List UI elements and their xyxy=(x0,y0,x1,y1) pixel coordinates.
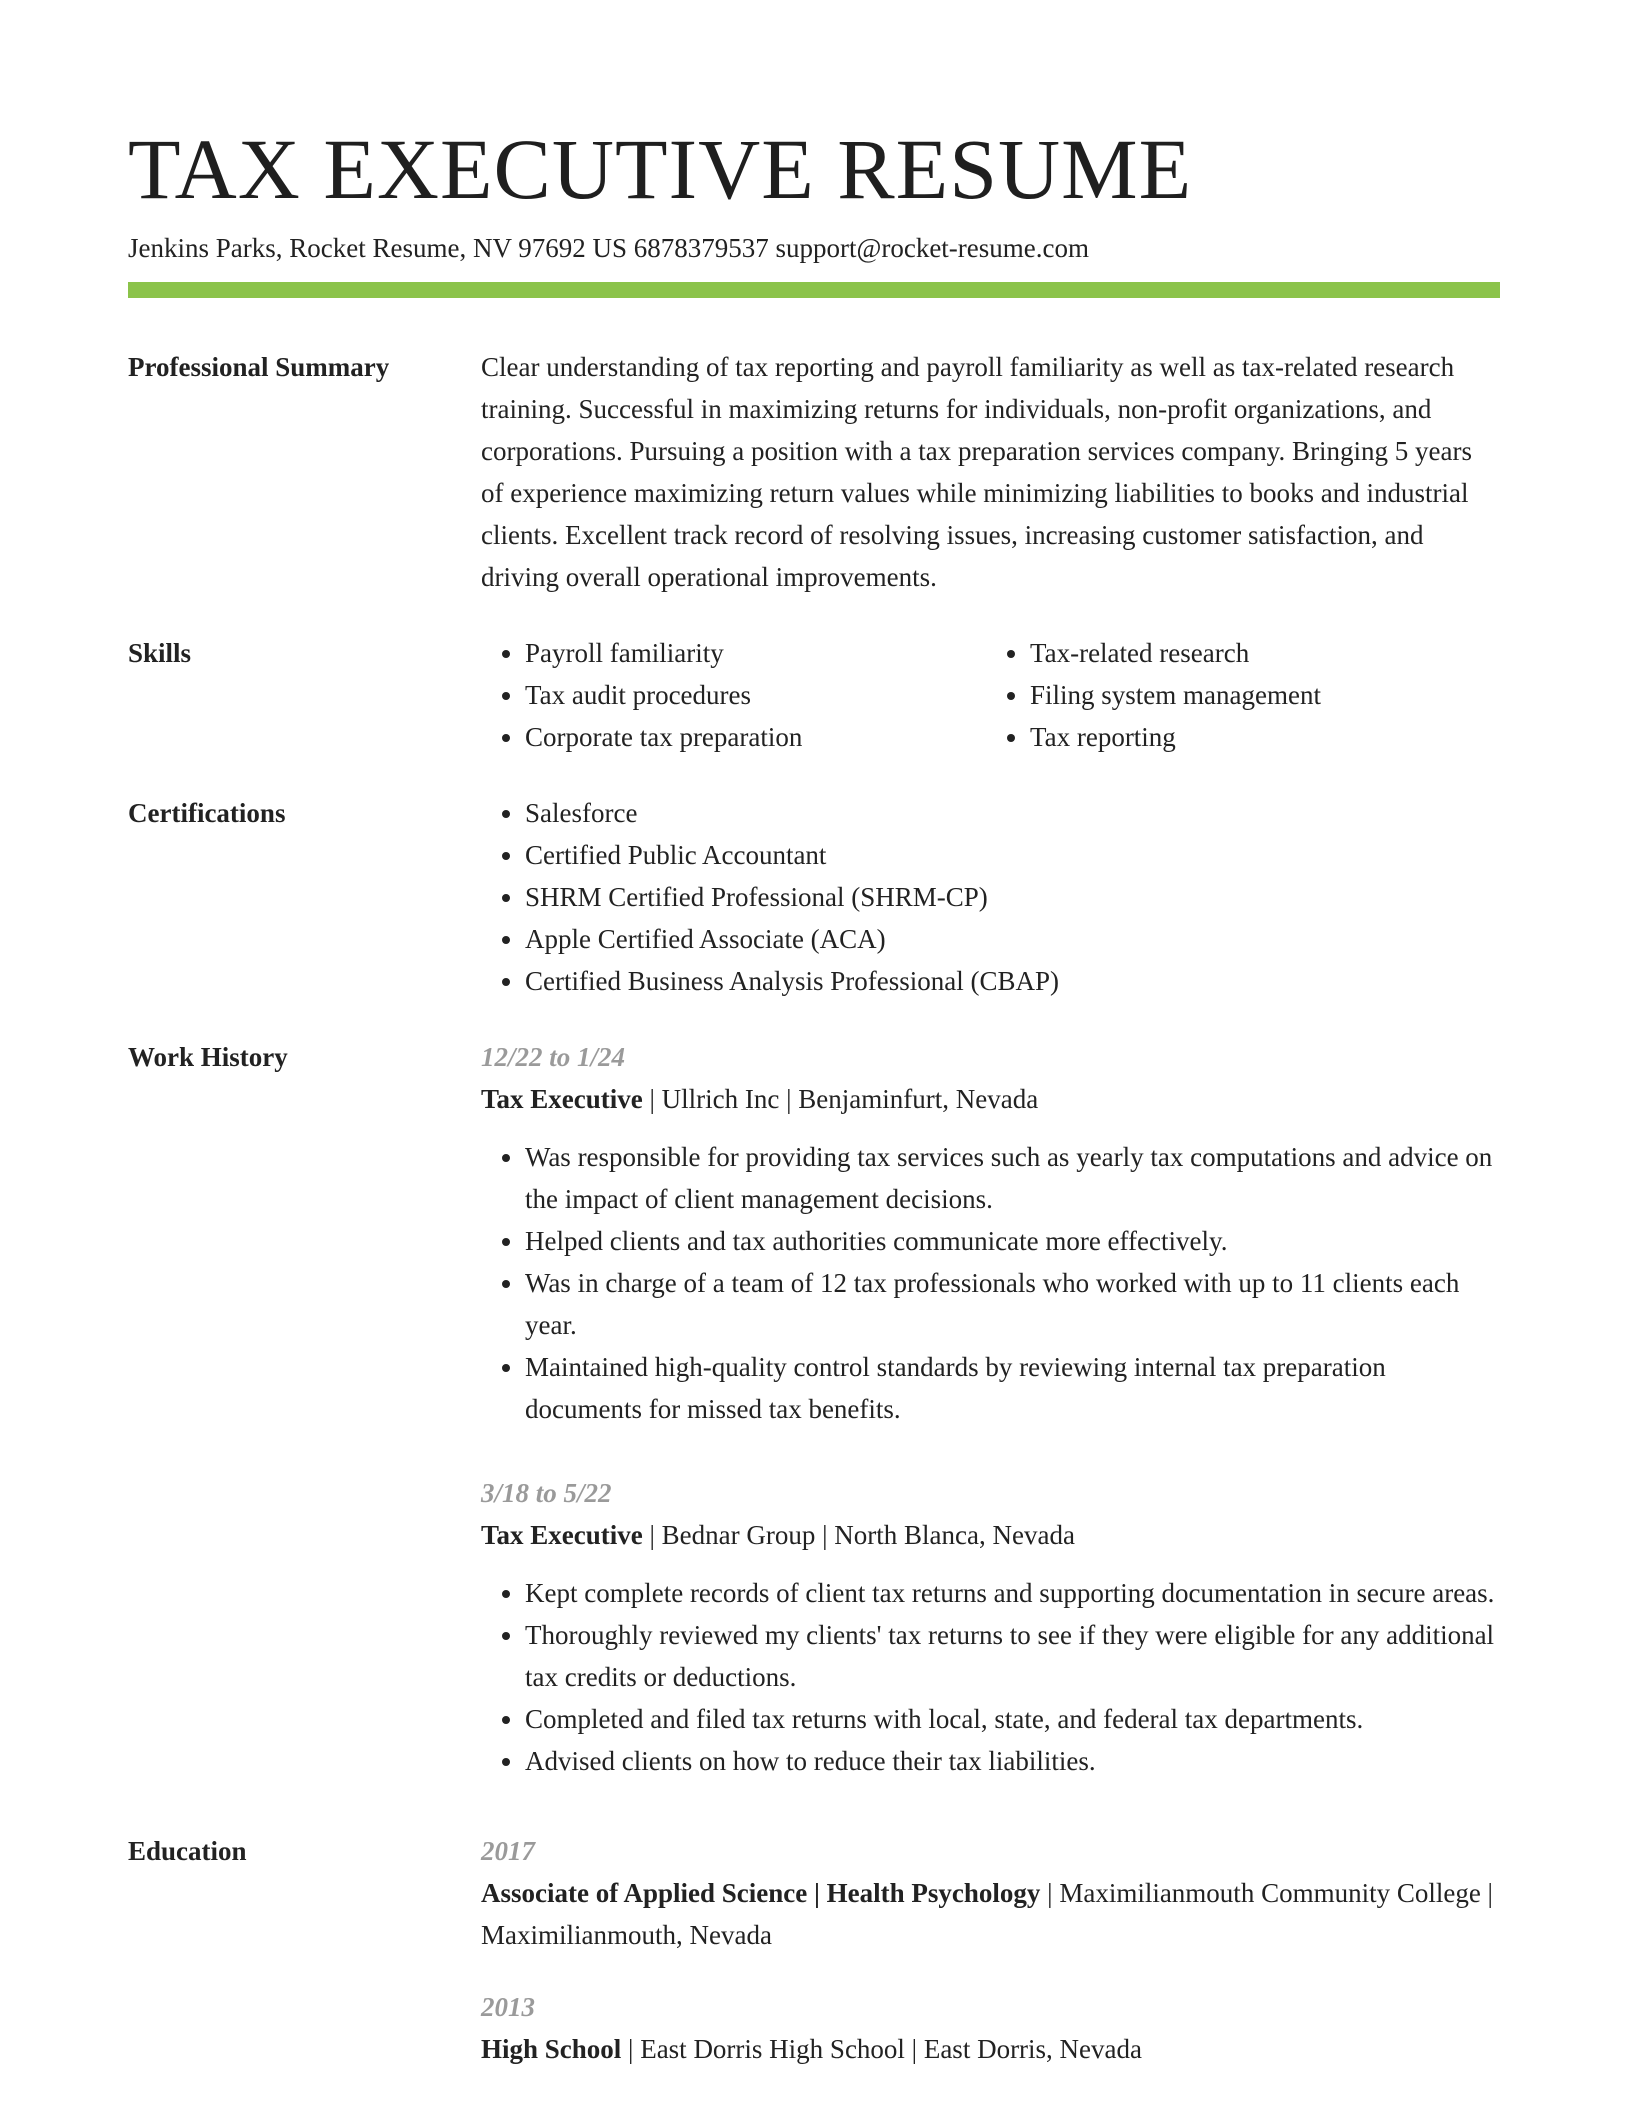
summary-body xyxy=(481,346,1500,598)
skill-item: • Tax-related research xyxy=(1030,632,1491,674)
section-label-work-history: Work History xyxy=(128,1042,288,1072)
job-duty: • Completed and filed tax returns with local, state, and federal tax departments. xyxy=(525,1698,1500,1740)
education-details: | Maximilianmouth Community College | Maximilianmouth, Nevada xyxy=(481,1878,1493,1950)
education-entry xyxy=(481,1986,1500,2070)
certification-item: • Apple Certified Associate (ACA) xyxy=(525,918,1500,960)
professional-summary-section xyxy=(128,346,1500,598)
education-heading xyxy=(481,1872,1500,1956)
skills-grid xyxy=(481,632,1500,758)
skills-column-2 xyxy=(986,632,1491,758)
job-duty: • Thoroughly reviewed my clients' tax returns to see if they were eligible for any additional tax credits or deductions. xyxy=(525,1614,1500,1698)
job-entry xyxy=(481,1472,1500,1782)
job-dates: 3/18 to 5/22 xyxy=(481,1478,612,1508)
section-label-education: Education xyxy=(128,1836,247,1866)
certification-item: • Certified Business Analysis Professional (CBAP) xyxy=(525,960,1500,1002)
job-entry xyxy=(481,1036,1500,1430)
education-year: 2017 xyxy=(481,1836,535,1866)
skill-item: • Payroll familiarity xyxy=(525,632,986,674)
skills-list-2 xyxy=(986,632,1491,758)
job-heading xyxy=(481,1514,1500,1556)
certifications-list xyxy=(481,792,1500,1002)
certification-item: • Certified Public Accountant xyxy=(525,834,1500,876)
section-label-certifications: Certifications xyxy=(128,798,286,828)
education-degree: High School xyxy=(481,2034,622,2064)
job-title: Tax Executive xyxy=(481,1520,643,1550)
job-duty: • Was in charge of a team of 12 tax professionals who worked with up to 11 clients each year. xyxy=(525,1262,1500,1346)
job-duty: • Kept complete records of client tax returns and supporting documentation in secure areas. xyxy=(525,1572,1500,1614)
education-details: | East Dorris High School | East Dorris, Nevada xyxy=(621,2034,1143,2064)
job-details: | Ullrich Inc | Benjaminfurt, Nevada xyxy=(642,1084,1039,1114)
job-duty: • Advised clients on how to reduce their tax liabilities. xyxy=(525,1740,1500,1782)
section-label-summary: Professional Summary xyxy=(128,352,390,382)
certifications-body xyxy=(481,792,1500,1002)
contact-line: Jenkins Parks, Rocket Resume, NV 97692 US 6878379537 support@rocket-resume.com xyxy=(128,233,1090,263)
job-duties-list xyxy=(481,1136,1500,1430)
job-dates: 12/22 to 1/24 xyxy=(481,1042,626,1072)
education-year: 2013 xyxy=(481,1992,535,2022)
skills-column-1 xyxy=(481,632,986,758)
work-history-section xyxy=(128,1036,1500,1796)
education-section xyxy=(128,1830,1500,2070)
header-accent-rule xyxy=(128,282,1500,298)
job-title: Tax Executive xyxy=(481,1084,643,1114)
job-duties-list xyxy=(481,1572,1500,1782)
summary-text: Clear understanding of tax reporting and payroll familiarity as well as tax-related research training. Successful in maximizing returns for individuals, non-profit organizations, and corporations. Pursuing a position with a tax preparation services company. Bringing 5 years of experience maximizing return values while minimizing liabilities to books and industrial clients. Excellent track record of resolving issues, increasing customer satisfaction, and driving overall operational improvements. xyxy=(481,352,1473,592)
resume-title: TAX EXECUTIVE RESUME xyxy=(128,121,1193,217)
education-entry xyxy=(481,1830,1500,1956)
work-history-body xyxy=(481,1036,1500,1796)
certifications-section xyxy=(128,792,1500,1002)
job-duty: • Maintained high-quality control standards by reviewing internal tax preparation documents for missed tax benefits. xyxy=(525,1346,1500,1430)
skill-item: • Corporate tax preparation xyxy=(525,716,986,758)
job-heading xyxy=(481,1078,1500,1120)
education-heading xyxy=(481,2028,1500,2070)
certification-item: • SHRM Certified Professional (SHRM-CP) xyxy=(525,876,1500,918)
education-degree: Associate of Applied Science | Health Psychology xyxy=(481,1878,1041,1908)
education-body xyxy=(481,1830,1500,2070)
skill-item: • Tax reporting xyxy=(1030,716,1491,758)
skill-item: • Filing system management xyxy=(1030,674,1491,716)
skills-list-1 xyxy=(481,632,986,758)
job-duty: • Was responsible for providing tax services such as yearly tax computations and advice on the impact of client management decisions. xyxy=(525,1136,1500,1220)
section-label-skills: Skills xyxy=(128,638,192,668)
skills-section xyxy=(128,632,1500,758)
skill-item: • Tax audit procedures xyxy=(525,674,986,716)
job-details: | Bednar Group | North Blanca, Nevada xyxy=(642,1520,1075,1550)
job-duty: • Helped clients and tax authorities communicate more effectively. xyxy=(525,1220,1500,1262)
certification-item: • Salesforce xyxy=(525,792,1500,834)
